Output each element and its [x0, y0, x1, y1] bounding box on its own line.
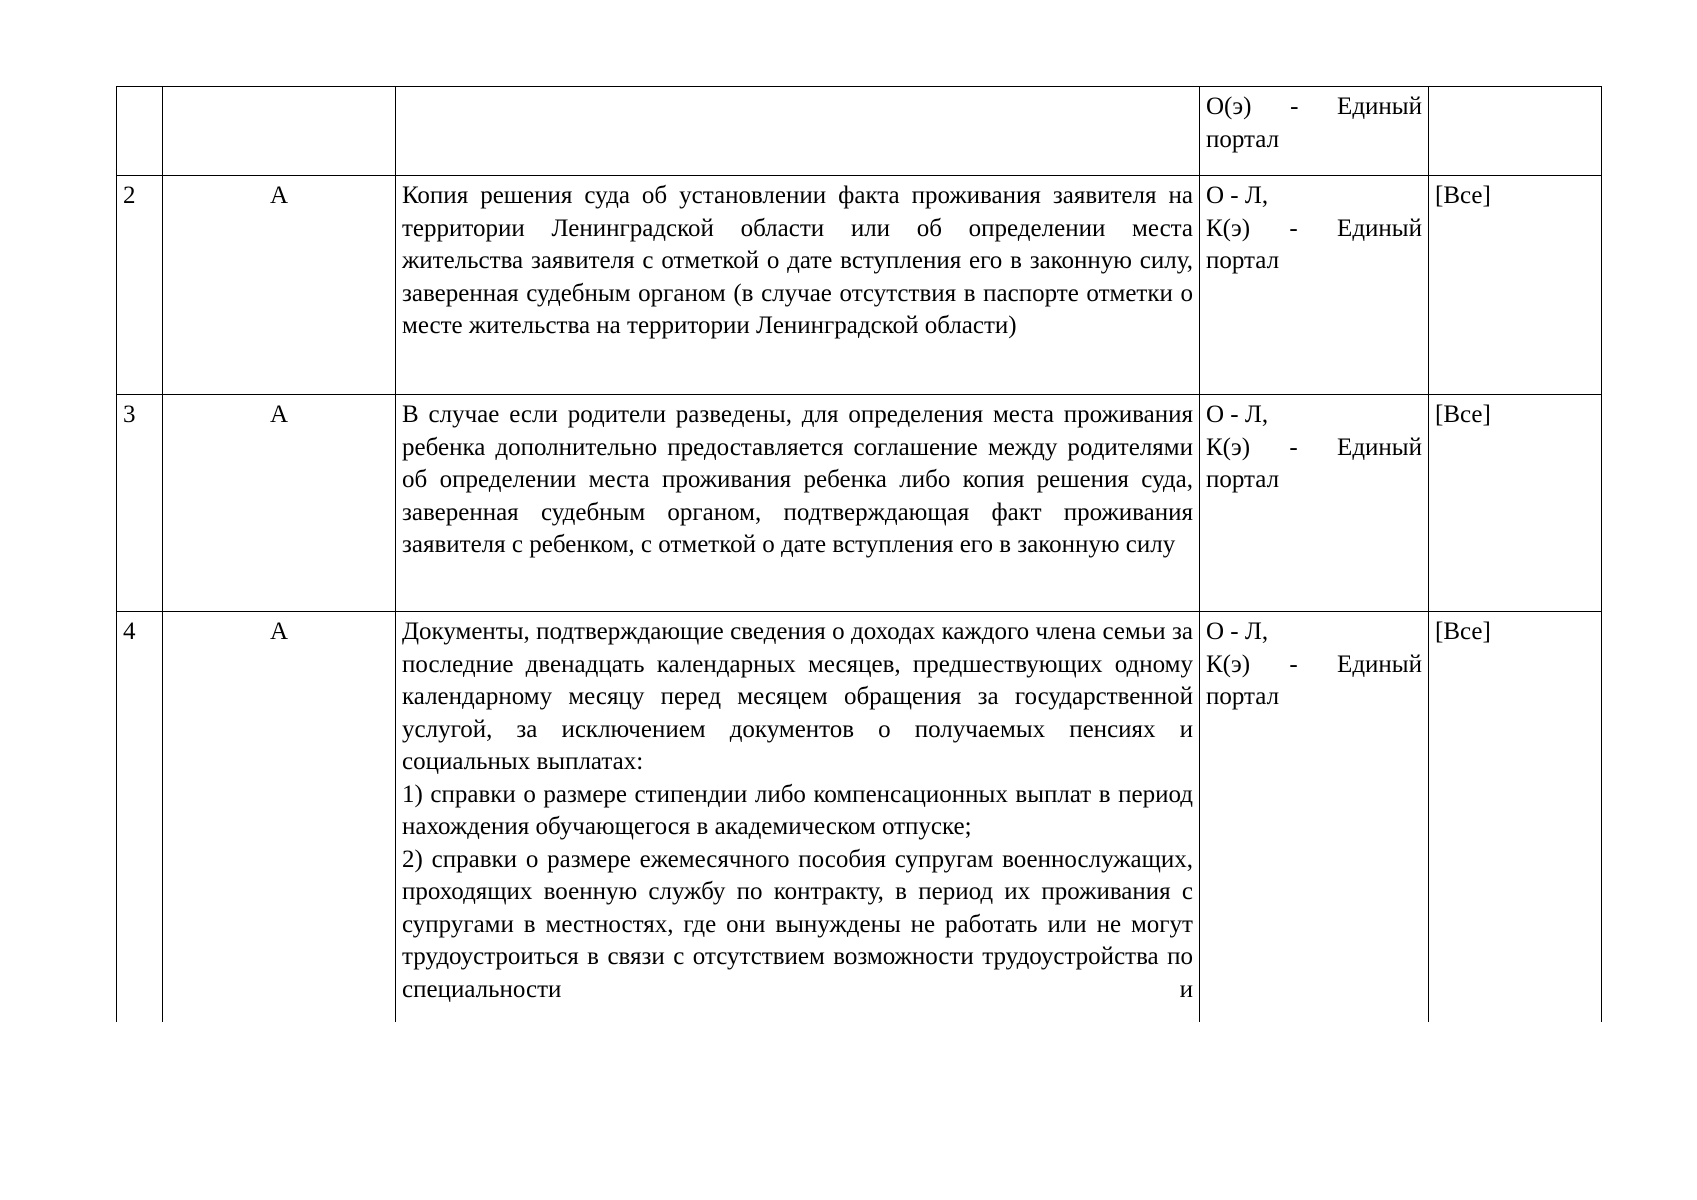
form-line: К(э) - Единый	[1206, 650, 1422, 678]
row-applicants: [Все]	[1429, 612, 1602, 1022]
row-category: А	[163, 612, 396, 1022]
table-row	[117, 395, 1602, 612]
documents-table-body	[117, 87, 1602, 1022]
description-paragraph: В случае если родители разведены, для определения места проживания ребенка дополнительно предоставляется соглашение между родителями об определении места проживания ребенка либо копия решения суда, заверенная судебным органом, подтверждающая факт проживания заявителя с ребенком, с отметкой о дате вступления его в законную силу	[402, 401, 1193, 558]
row-applicants: [Все]	[1429, 176, 1602, 395]
row-number: 3	[117, 395, 163, 612]
row-submission-form	[1200, 176, 1429, 395]
form-line: О - Л,	[1206, 618, 1269, 645]
description-paragraph: 2) справки о размере ежемесячного пособия супругам военнослужащих, проходящих военную службу по контракту, в период их проживания с супругами в местностях, где они вынуждены не работать или не могут трудоустроиться в связи с отсутствием возможности трудоустройства по специальности и	[402, 845, 1193, 1003]
row-applicants: [Все]	[1429, 395, 1602, 612]
form-line: О - Л,	[1206, 401, 1269, 428]
row-category: А	[163, 176, 396, 395]
form-line: портал	[1206, 466, 1280, 493]
row-category: А	[163, 395, 396, 612]
row-description	[396, 176, 1200, 395]
form-line: О - Л,	[1206, 182, 1269, 209]
row-number: 2	[117, 176, 163, 395]
row-applicants	[1429, 87, 1602, 176]
documents-table	[116, 86, 1602, 1022]
form-line: О(э) - Единый	[1206, 93, 1422, 120]
form-line: портал	[1206, 683, 1280, 710]
row-description	[396, 612, 1200, 1022]
table-row	[117, 87, 1602, 176]
row-number	[117, 87, 163, 176]
row-submission-form	[1200, 612, 1429, 1022]
row-submission-form	[1200, 395, 1429, 612]
form-line: К(э) - Единый	[1206, 214, 1422, 242]
form-line: портал	[1206, 125, 1280, 153]
row-submission-form	[1200, 87, 1429, 176]
table-row	[117, 176, 1602, 395]
row-category	[163, 87, 396, 176]
description-paragraph: Копия решения суда об установлении факта проживания заявителя на территории Ленинградской области или об определении места жительства заявителя с отметкой о дате вступления его в законную силу, заверенная судебным органом (в случае отсутствия в паспорте отметки о месте жительства на территории Ленинградской области)	[402, 182, 1193, 339]
description-paragraph: 1) справки о размере стипендии либо компенсационных выплат в период нахождения обучающегося в академическом отпуске;	[402, 780, 1193, 840]
form-line: портал	[1206, 247, 1280, 274]
form-line: К(э) - Единый	[1206, 433, 1422, 461]
row-description	[396, 395, 1200, 612]
description-paragraph: Документы, подтверждающие сведения о доходах каждого члена семьи за последние двенадцать календарных месяцев, предшествующих одному календарному месяцу перед месяцем обращения за государственной услугой, за исключением документов о получаемых пенсиях и социальных выплатах:	[402, 618, 1193, 775]
row-description	[396, 87, 1200, 176]
row-number: 4	[117, 612, 163, 1022]
table-row	[117, 612, 1602, 1022]
